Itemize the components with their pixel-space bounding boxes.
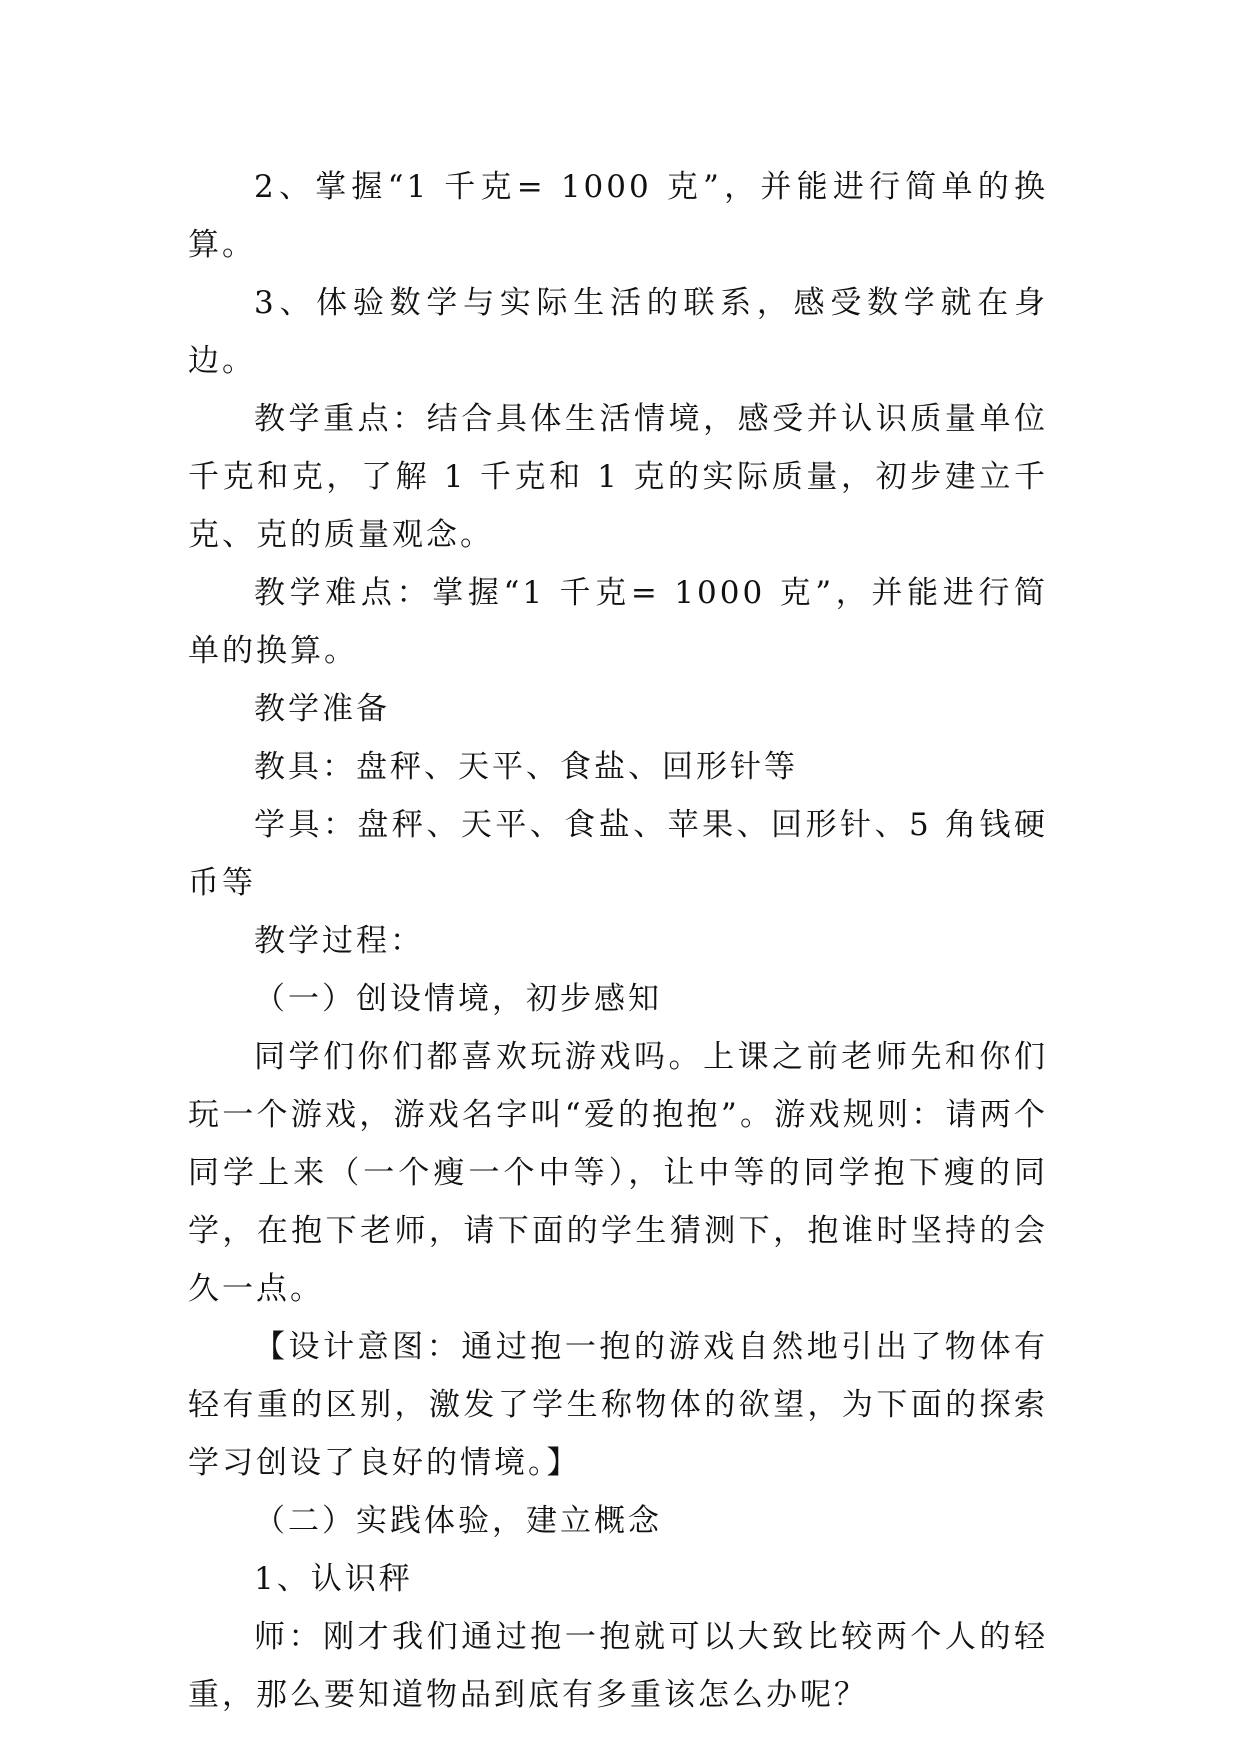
subheading-scale: 1、认识秤: [254, 1561, 413, 1597]
paragraph-design-intent: 【设计意图：通过抱一抱的游戏自然地引出了物体有轻有重的区别，激发了学生称物体的欲望，为下面的探索学习创设了良好的情境。】: [188, 1329, 1048, 1481]
paragraph-key-points: 教学重点：结合具体生活情境，感受并认识质量单位千克和克，了解 1 千克和 1 克的实际质量，初步建立千克、克的质量观念。: [188, 401, 1048, 553]
paragraph-teacher-question: 师：刚才我们通过抱一抱就可以大致比较两个人的轻重，那么要知道物品到底有多重该怎么办呢？: [188, 1619, 1048, 1713]
paragraph-teaching-aids: 教具：盘秤、天平、食盐、回形针等: [254, 749, 798, 785]
heading-process: 教学过程：: [254, 923, 424, 959]
heading-preparation: 教学准备: [254, 691, 390, 727]
paragraph-learning-aids: 学具：盘秤、天平、食盐、苹果、回形针、5 角钱硬币等: [188, 807, 1048, 901]
document-body: [188, 158, 1048, 1724]
paragraph-objective-2: 2、掌握“1 千克= 1000 克”，并能进行简单的换算。: [188, 169, 1048, 263]
paragraph-difficulties: 教学难点：掌握“1 千克= 1000 克”，并能进行简单的换算。: [188, 575, 1048, 669]
section-heading-2: （二）实践体验，建立概念: [254, 1503, 662, 1539]
paragraph-objective-3: 3、体验数学与实际生活的联系，感受数学就在身边。: [188, 285, 1048, 379]
paragraph-game: 同学们你们都喜欢玩游戏吗。上课之前老师先和你们玩一个游戏，游戏名字叫“爱的抱抱”。游戏规则：请两个同学上来（一个瘦一个中等），让中等的同学抱下瘦的同学，在抱下老师，请下面的学生猜测下，抱谁时坚持的会久一点。: [188, 1039, 1048, 1307]
section-heading-1: （一）创设情境，初步感知: [254, 981, 662, 1017]
